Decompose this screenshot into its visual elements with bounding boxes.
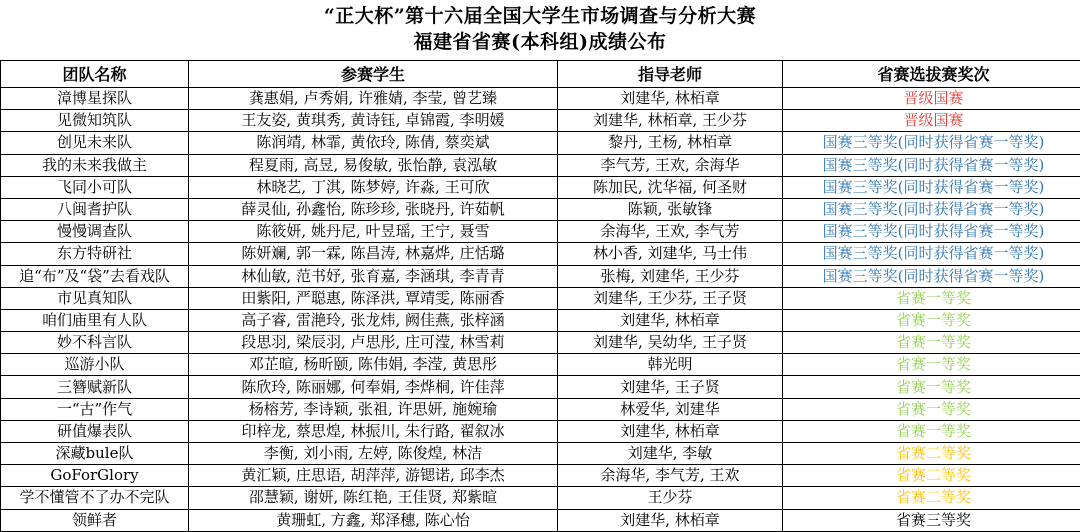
- advisors-cell: 刘建华, 林栢章, 王少芬: [558, 110, 783, 132]
- award-cell: 国赛三等奖(同时获得省赛一等奖): [783, 176, 1080, 198]
- table-row: [1, 265, 1080, 287]
- table-row: [1, 309, 1080, 331]
- advisors-cell: 刘建华, 林栢章: [558, 309, 783, 331]
- advisors-cell: 黎丹, 王杨, 林栢章: [558, 132, 783, 154]
- students-cell: 龚惠娟, 卢秀娟, 许雅婧, 李莹, 曾艺臻: [189, 88, 558, 110]
- advisors-cell: 刘建华, 王少芬, 王子贤: [558, 287, 783, 309]
- students-cell: 段思羽, 梁辰羽, 卢思彤, 庄可滢, 林雪莉: [189, 332, 558, 354]
- students-cell: 邵慧颖, 谢妍, 陈红艳, 王佳贤, 郑紫暄: [189, 487, 558, 509]
- award-cell: 省赛一等奖: [783, 287, 1080, 309]
- students-cell: 杨榕芳, 李诗颖, 张祖, 许思妍, 施婉瑜: [189, 398, 558, 420]
- award-cell: 省赛三等奖: [783, 509, 1080, 531]
- advisors-cell: 张梅, 刘建华, 王少芬: [558, 265, 783, 287]
- table-row: [1, 176, 1080, 198]
- advisors-cell: 刘建华, 林栢章: [558, 88, 783, 110]
- award-cell: 省赛一等奖: [783, 376, 1080, 398]
- students-cell: 薛灵仙, 孙鑫怡, 陈珍珍, 张晓丹, 许茹帆: [189, 198, 558, 220]
- advisors-cell: 韩光明: [558, 354, 783, 376]
- table-row: [1, 332, 1080, 354]
- advisors-cell: 余海华, 王欢, 李气芳: [558, 221, 783, 243]
- students-cell: 王友姿, 黄琪秀, 黄诗钰, 卓锦霞, 李明媛: [189, 110, 558, 132]
- advisors-cell: 王少芬: [558, 487, 783, 509]
- students-cell: 程夏雨, 高昱, 易俊敏, 张怡静, 袁泓敏: [189, 154, 558, 176]
- team-name-cell: 学不懂管不了办不完队: [1, 487, 189, 509]
- award-cell: 省赛一等奖: [783, 420, 1080, 442]
- students-cell: 黄珊虹, 方鑫, 郑泽穗, 陈心怡: [189, 509, 558, 531]
- award-cell: 省赛二等奖: [783, 443, 1080, 465]
- team-name-cell: 创见未来队: [1, 132, 189, 154]
- team-name-cell: 东方特研社: [1, 243, 189, 265]
- table-row: [1, 509, 1080, 531]
- students-cell: 田紫阳, 严聪惠, 陈泽洪, 覃靖雯, 陈丽香: [189, 287, 558, 309]
- award-cell: 晋级国赛: [783, 110, 1080, 132]
- table-row: [1, 287, 1080, 309]
- table-row: [1, 443, 1080, 465]
- header-students: 参赛学生: [189, 61, 558, 88]
- students-cell: 李衡, 刘小雨, 左婷, 陈俊煌, 林洁: [189, 443, 558, 465]
- students-cell: 印梓龙, 蔡思煌, 林振川, 朱行路, 翟叙冰: [189, 420, 558, 442]
- team-name-cell: 慢慢调查队: [1, 221, 189, 243]
- students-cell: 陈润靖, 林霏, 黄依玲, 陈倩, 蔡奕斌: [189, 132, 558, 154]
- team-name-cell: GoForGlory: [1, 465, 189, 487]
- students-cell: 陈妍斓, 郭一霖, 陈昌涛, 林嘉烨, 庄恬璐: [189, 243, 558, 265]
- team-name-cell: 领鲜者: [1, 509, 189, 531]
- award-cell: 国赛三等奖(同时获得省赛一等奖): [783, 265, 1080, 287]
- table-row: [1, 398, 1080, 420]
- students-cell: 黄汇颖, 庄思语, 胡萍萍, 游锶诺, 邱李杰: [189, 465, 558, 487]
- students-cell: 高子睿, 雷滟玲, 张龙炜, 阙佳燕, 张梓涵: [189, 309, 558, 331]
- award-cell: 国赛三等奖(同时获得省赛一等奖): [783, 154, 1080, 176]
- students-cell: 陈筱妍, 姚丹尼, 叶昱瑶, 王宁, 聂雪: [189, 221, 558, 243]
- students-cell: 邓芷暄, 杨昕颐, 陈伟娟, 李滢, 黄思彤: [189, 354, 558, 376]
- table-header-row: [1, 61, 1080, 88]
- team-name-cell: 一“古”作气: [1, 398, 189, 420]
- advisors-cell: 刘建华, 林栢章: [558, 420, 783, 442]
- table-row: [1, 376, 1080, 398]
- team-name-cell: 妙不科言队: [1, 332, 189, 354]
- table-row: [1, 465, 1080, 487]
- award-cell: 省赛二等奖: [783, 465, 1080, 487]
- team-name-cell: 咱们庙里有人队: [1, 309, 189, 331]
- team-name-cell: 漳博星探队: [1, 88, 189, 110]
- award-cell: 国赛三等奖(同时获得省赛一等奖): [783, 198, 1080, 220]
- students-cell: 陈欣玲, 陈丽娜, 何奉娟, 李烨桐, 许佳萍: [189, 376, 558, 398]
- team-name-cell: 飞同小可队: [1, 176, 189, 198]
- table-row: [1, 420, 1080, 442]
- award-cell: 省赛一等奖: [783, 398, 1080, 420]
- students-cell: 林仙敏, 范书妤, 张育嘉, 李涵琪, 李青青: [189, 265, 558, 287]
- header-team-name: 团队名称: [1, 61, 189, 88]
- students-cell: 林晓艺, 丁淇, 陈梦婷, 许淼, 王可欣: [189, 176, 558, 198]
- table-row: [1, 243, 1080, 265]
- table-row: [1, 110, 1080, 132]
- table-row: [1, 132, 1080, 154]
- header-award: 省赛选拔赛奖次: [783, 61, 1080, 88]
- advisors-cell: 陈加民, 沈华福, 何圣财: [558, 176, 783, 198]
- team-name-cell: 八闽耆护队: [1, 198, 189, 220]
- award-cell: 国赛三等奖(同时获得省赛一等奖): [783, 132, 1080, 154]
- award-cell: 省赛一等奖: [783, 332, 1080, 354]
- team-name-cell: 我的未来我做主: [1, 154, 189, 176]
- table-row: [1, 154, 1080, 176]
- team-name-cell: 巡游小队: [1, 354, 189, 376]
- table-row: [1, 198, 1080, 220]
- team-name-cell: 追“布”及“袋”去看戏队: [1, 265, 189, 287]
- advisors-cell: 林爱华, 刘建华: [558, 398, 783, 420]
- advisors-cell: 陈颖, 张敏锋: [558, 198, 783, 220]
- document-subtitle: 福建省省赛(本科组)成绩公布: [0, 30, 1080, 55]
- award-cell: 省赛一等奖: [783, 354, 1080, 376]
- advisors-cell: 刘建华, 李敏: [558, 443, 783, 465]
- team-name-cell: 深藏bule队: [1, 443, 189, 465]
- table-row: [1, 354, 1080, 376]
- advisors-cell: 刘建华, 吴幼华, 王子贤: [558, 332, 783, 354]
- team-name-cell: 三簪赋新队: [1, 376, 189, 398]
- advisors-cell: 余海华, 李气芳, 王欢: [558, 465, 783, 487]
- advisors-cell: 林小香, 刘建华, 马士伟: [558, 243, 783, 265]
- table-row: [1, 88, 1080, 110]
- award-cell: 省赛二等奖: [783, 487, 1080, 509]
- advisors-cell: 李气芳, 王欢, 余海华: [558, 154, 783, 176]
- header-advisors: 指导老师: [558, 61, 783, 88]
- advisors-cell: 刘建华, 王子贤: [558, 376, 783, 398]
- award-cell: 国赛三等奖(同时获得省赛一等奖): [783, 243, 1080, 265]
- results-table: [0, 60, 1080, 532]
- table-row: [1, 487, 1080, 509]
- award-cell: 国赛三等奖(同时获得省赛一等奖): [783, 221, 1080, 243]
- team-name-cell: 研值爆表队: [1, 420, 189, 442]
- award-cell: 晋级国赛: [783, 88, 1080, 110]
- team-name-cell: 见微知筑队: [1, 110, 189, 132]
- advisors-cell: 刘建华, 林栢章: [558, 509, 783, 531]
- document-title: “正大杯”第十六届全国大学生市场调查与分析大赛: [0, 0, 1080, 30]
- team-name-cell: 市见真知队: [1, 287, 189, 309]
- table-row: [1, 221, 1080, 243]
- award-cell: 省赛一等奖: [783, 309, 1080, 331]
